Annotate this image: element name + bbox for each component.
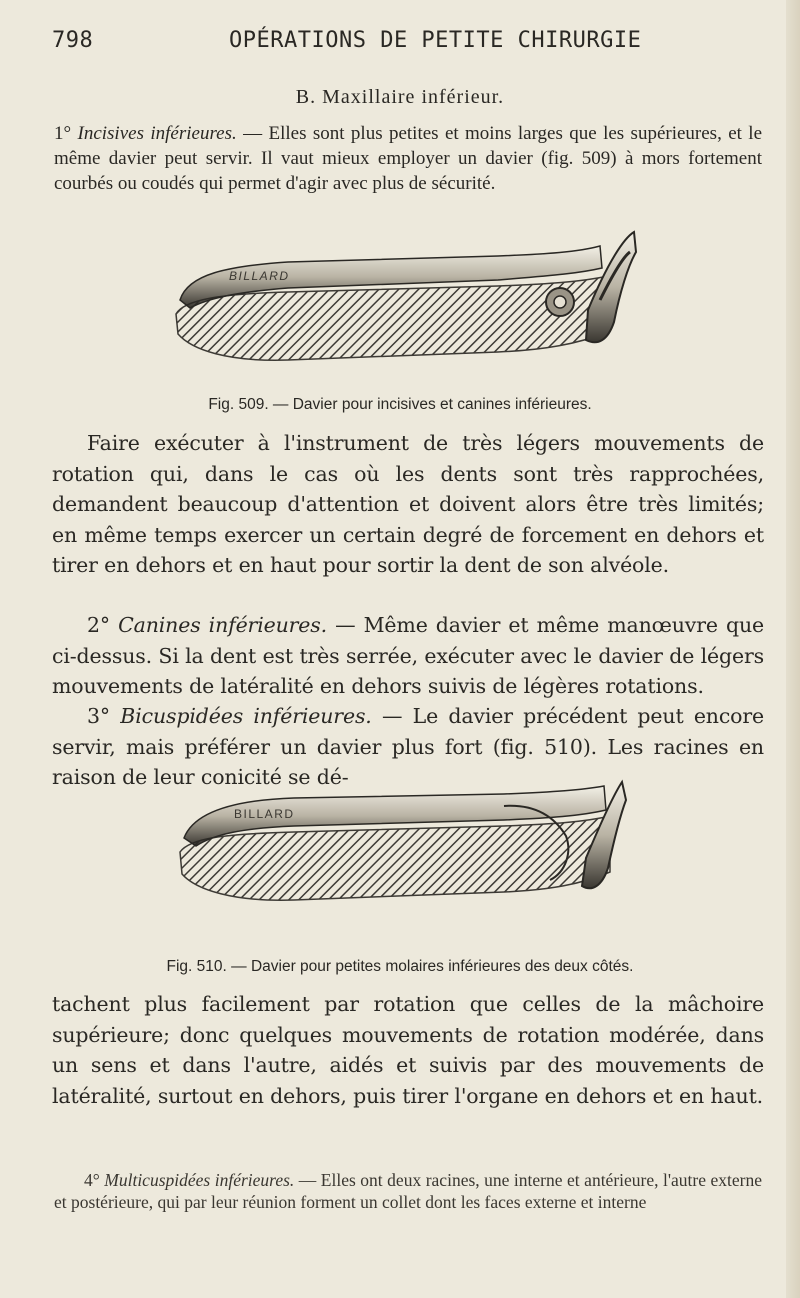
figure-caption-510: Fig. 510. — Davier pour petites molaires inférieures des deux côtés. (166, 958, 634, 975)
figure-caption-509: Fig. 509. — Davier pour incisives et canines inférieures. (208, 396, 592, 413)
forceps-stamp-509: BILLARD (229, 269, 290, 283)
forceps-stamp-510: BILLARD (234, 807, 295, 821)
paragraph-multicuspidees (54, 1169, 762, 1213)
paragraph-continued: tachent plus facilement par rotation que celles de la mâchoire supérieure; donc quelques mouvements de rotation modérée, dans un sens et dans l'autre, aidés et suivis par des mouvements de latéralité, surtout en dehors, puis tirer l'organe en dehors et en haut. (52, 992, 764, 1108)
paragraph-canines (52, 610, 764, 702)
paragraph-number: 3° (87, 704, 110, 728)
page-edge (786, 0, 800, 1298)
paragraph-body: — Elles ont deux racines, une interne et antérieure, l'autre externe et postérieure, qui par leur réunion forment un collet dont les faces externe et interne (54, 1170, 763, 1212)
forceps-figure-510 (174, 776, 634, 926)
paragraph-number: 4° (84, 1170, 100, 1190)
running-head (52, 28, 752, 62)
forceps-figure-509 (168, 222, 638, 382)
paragraph-body: — Elles sont plus petites et moins larges que les supérieures, et le même davier peut servir. Il vaut mieux employer un davier (fig. 509) à mors fortement courbés ou coudés qui permet d'agir avec plus de sécurité. (54, 123, 763, 194)
section-heading: B. Maxillaire inférieur. (295, 86, 505, 108)
page-number: 798 (52, 28, 94, 53)
paragraph-incisives (54, 121, 762, 196)
running-title: OPÉRATIONS DE PETITE CHIRURGIE (229, 28, 642, 53)
paragraph-number: 2° (87, 613, 110, 637)
paragraph-heading: Incisives inférieures. (77, 123, 237, 144)
paragraph-rotation: Faire exécuter à l'instrument de très légers mouvements de rotation qui, dans le cas où les dents sont très rapprochées, demandent beaucoup d'attention et doivent alors être très limités; en même temps exercer un certain degré de forcement en dehors et tirer en dehors et en haut pour sortir la dent de son alvéole. (52, 431, 764, 577)
paragraph-heading: Multicuspidées inférieures. (104, 1170, 295, 1190)
paragraph-heading: Canines inférieures. (118, 613, 328, 637)
paragraph-body: — Même davier et même manœuvre que ci-dessus. Si la dent est très serrée, exécuter avec le davier de légers mouvements de latéralité en dehors suivis de légères rotations. (52, 613, 764, 698)
paragraph-heading: Bicuspidées inférieures. (120, 704, 372, 728)
paragraph-number: 1° (54, 123, 72, 144)
paragraph-body: — Le davier précédent peut encore servir, mais préférer un davier plus fort (fig. 510). Les racines en raison de leur conicité se dé- (52, 704, 765, 789)
